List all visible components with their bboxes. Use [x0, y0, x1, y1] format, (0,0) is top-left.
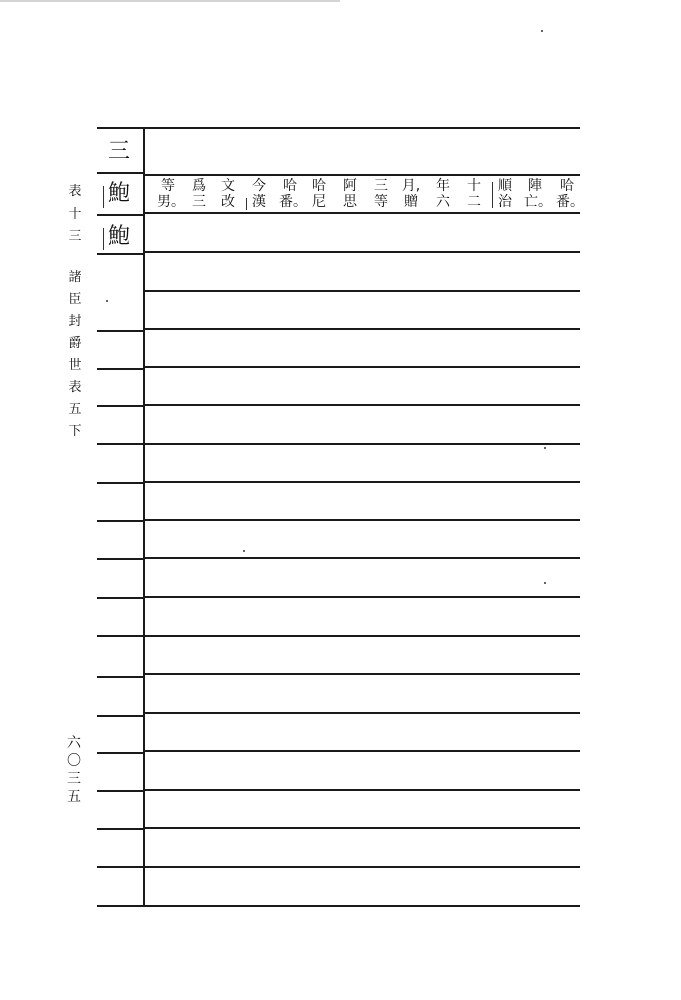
row-rule: [97, 520, 143, 522]
side-subtitle-char: 封: [68, 314, 82, 329]
entry-char: 六: [436, 194, 450, 210]
row-rule: [145, 673, 580, 675]
row-rule: [145, 328, 580, 330]
row-rule: [97, 676, 143, 678]
entry-char: 思: [343, 194, 357, 210]
rank-cell-label: 三: [107, 139, 130, 164]
row-rule: [97, 558, 143, 560]
entry-char: 哈: [312, 178, 326, 194]
entry-column: [556, 178, 584, 210]
row-rule: [97, 866, 143, 868]
entry-char: 二: [467, 194, 481, 210]
entry-char: 順: [498, 178, 512, 194]
entry-column: [217, 178, 239, 210]
row-rule: [97, 482, 143, 484]
entry-char: 三: [192, 194, 206, 210]
entry-column: [432, 178, 454, 210]
row-rule: [145, 366, 580, 368]
entry-column: [188, 178, 210, 210]
rank-cell-label: 鮑: [107, 224, 130, 249]
scan-speck: [544, 582, 546, 584]
row-rule: [145, 750, 580, 752]
entry-column: [370, 178, 392, 210]
row-rule: [145, 712, 580, 714]
row-rule: [97, 330, 143, 332]
entry-column: [339, 178, 361, 210]
entry-char: 改: [221, 194, 235, 210]
scan-speck: [544, 447, 546, 449]
entry-char: 治: [498, 194, 512, 210]
side-subtitle-char: 世: [68, 358, 82, 373]
row-rule: [145, 789, 580, 791]
entry-char: 亡。: [524, 194, 552, 210]
entry-char: 阿: [343, 178, 357, 194]
row-rule: [145, 866, 580, 868]
entry-char: 尼: [312, 194, 326, 210]
scan-speck: [243, 550, 245, 552]
entry-char: 哈: [283, 178, 297, 194]
side-subtitle-char: 下: [68, 424, 82, 439]
entry-char: 文: [221, 178, 235, 194]
row-rule: [145, 596, 580, 598]
row-rule: [97, 635, 143, 637]
row-rule: [145, 212, 580, 214]
row-rule: [97, 828, 143, 830]
side-subtitle-char: 五: [68, 402, 82, 417]
page-number-char: 〇: [67, 753, 81, 769]
entry-char: 贈: [404, 194, 418, 210]
row-rule: [145, 481, 580, 483]
side-title-char: 十: [68, 207, 82, 222]
entry-char: 等: [161, 178, 175, 194]
scan-speck: [541, 30, 543, 32]
row-rule: [97, 597, 143, 599]
rank-cell-label: 鮑: [107, 181, 130, 206]
side-subtitle-char: 臣: [68, 292, 82, 307]
row-rule: [145, 557, 580, 559]
entry-column: [308, 178, 330, 210]
entry-char: 陣: [528, 178, 542, 194]
page-number-char: 六: [67, 735, 81, 751]
entry-char: 漢: [252, 194, 266, 210]
row-rule: [97, 715, 143, 717]
side-subtitle-char: 表: [68, 380, 82, 395]
row-rule: [145, 290, 580, 292]
side-title-char: 表: [68, 184, 82, 199]
row-rule: [145, 251, 580, 253]
page-number-char: 三: [67, 771, 81, 787]
name-mark-rule: [492, 182, 493, 208]
side-subtitle-char: 爵: [68, 336, 82, 351]
side-subtitle-char: 諸: [68, 270, 82, 285]
entry-char: 等: [374, 194, 388, 210]
row-rule: [145, 404, 580, 406]
entry-char: 年: [436, 178, 450, 194]
entry-char: 三: [374, 178, 388, 194]
entry-column: [400, 178, 422, 210]
entry-column: [524, 178, 552, 210]
row-rule: [97, 368, 143, 370]
row-rule: [145, 519, 580, 521]
entry-char: 番。: [279, 194, 307, 210]
page-number-char: 五: [67, 789, 81, 805]
scan-speck: [106, 300, 108, 302]
row-rule: [145, 443, 580, 445]
entry-char: 十: [467, 178, 481, 194]
side-title-char: 三: [68, 229, 82, 244]
entry-char: 哈: [560, 178, 574, 194]
entry-char: 今: [252, 178, 266, 194]
row-rule: [145, 635, 580, 637]
row-rule: [145, 174, 580, 176]
row-rule: [97, 253, 143, 255]
entry-column: [279, 178, 307, 210]
scan-edge-line: [0, 0, 340, 2]
row-rule: [97, 172, 143, 174]
entry-char: 番。: [556, 194, 584, 210]
entry-char: 男。: [157, 194, 185, 210]
row-rule: [97, 790, 143, 792]
name-mark-rule: [103, 186, 104, 208]
entry-column: [157, 178, 185, 210]
row-rule: [97, 752, 143, 754]
row-rule: [97, 405, 143, 407]
entry-char: 月,: [401, 178, 421, 194]
row-rule: [97, 214, 143, 216]
entry-column: [463, 178, 485, 210]
name-mark-rule: [246, 198, 247, 210]
table-bottom-rule: [97, 905, 580, 907]
table-top-rule: [97, 127, 580, 129]
entry-char: 爲: [192, 178, 206, 194]
name-mark-rule: [103, 228, 104, 250]
row-rule: [145, 827, 580, 829]
entry-column: [494, 178, 516, 210]
row-rule: [97, 443, 143, 445]
entry-column: [248, 178, 270, 210]
